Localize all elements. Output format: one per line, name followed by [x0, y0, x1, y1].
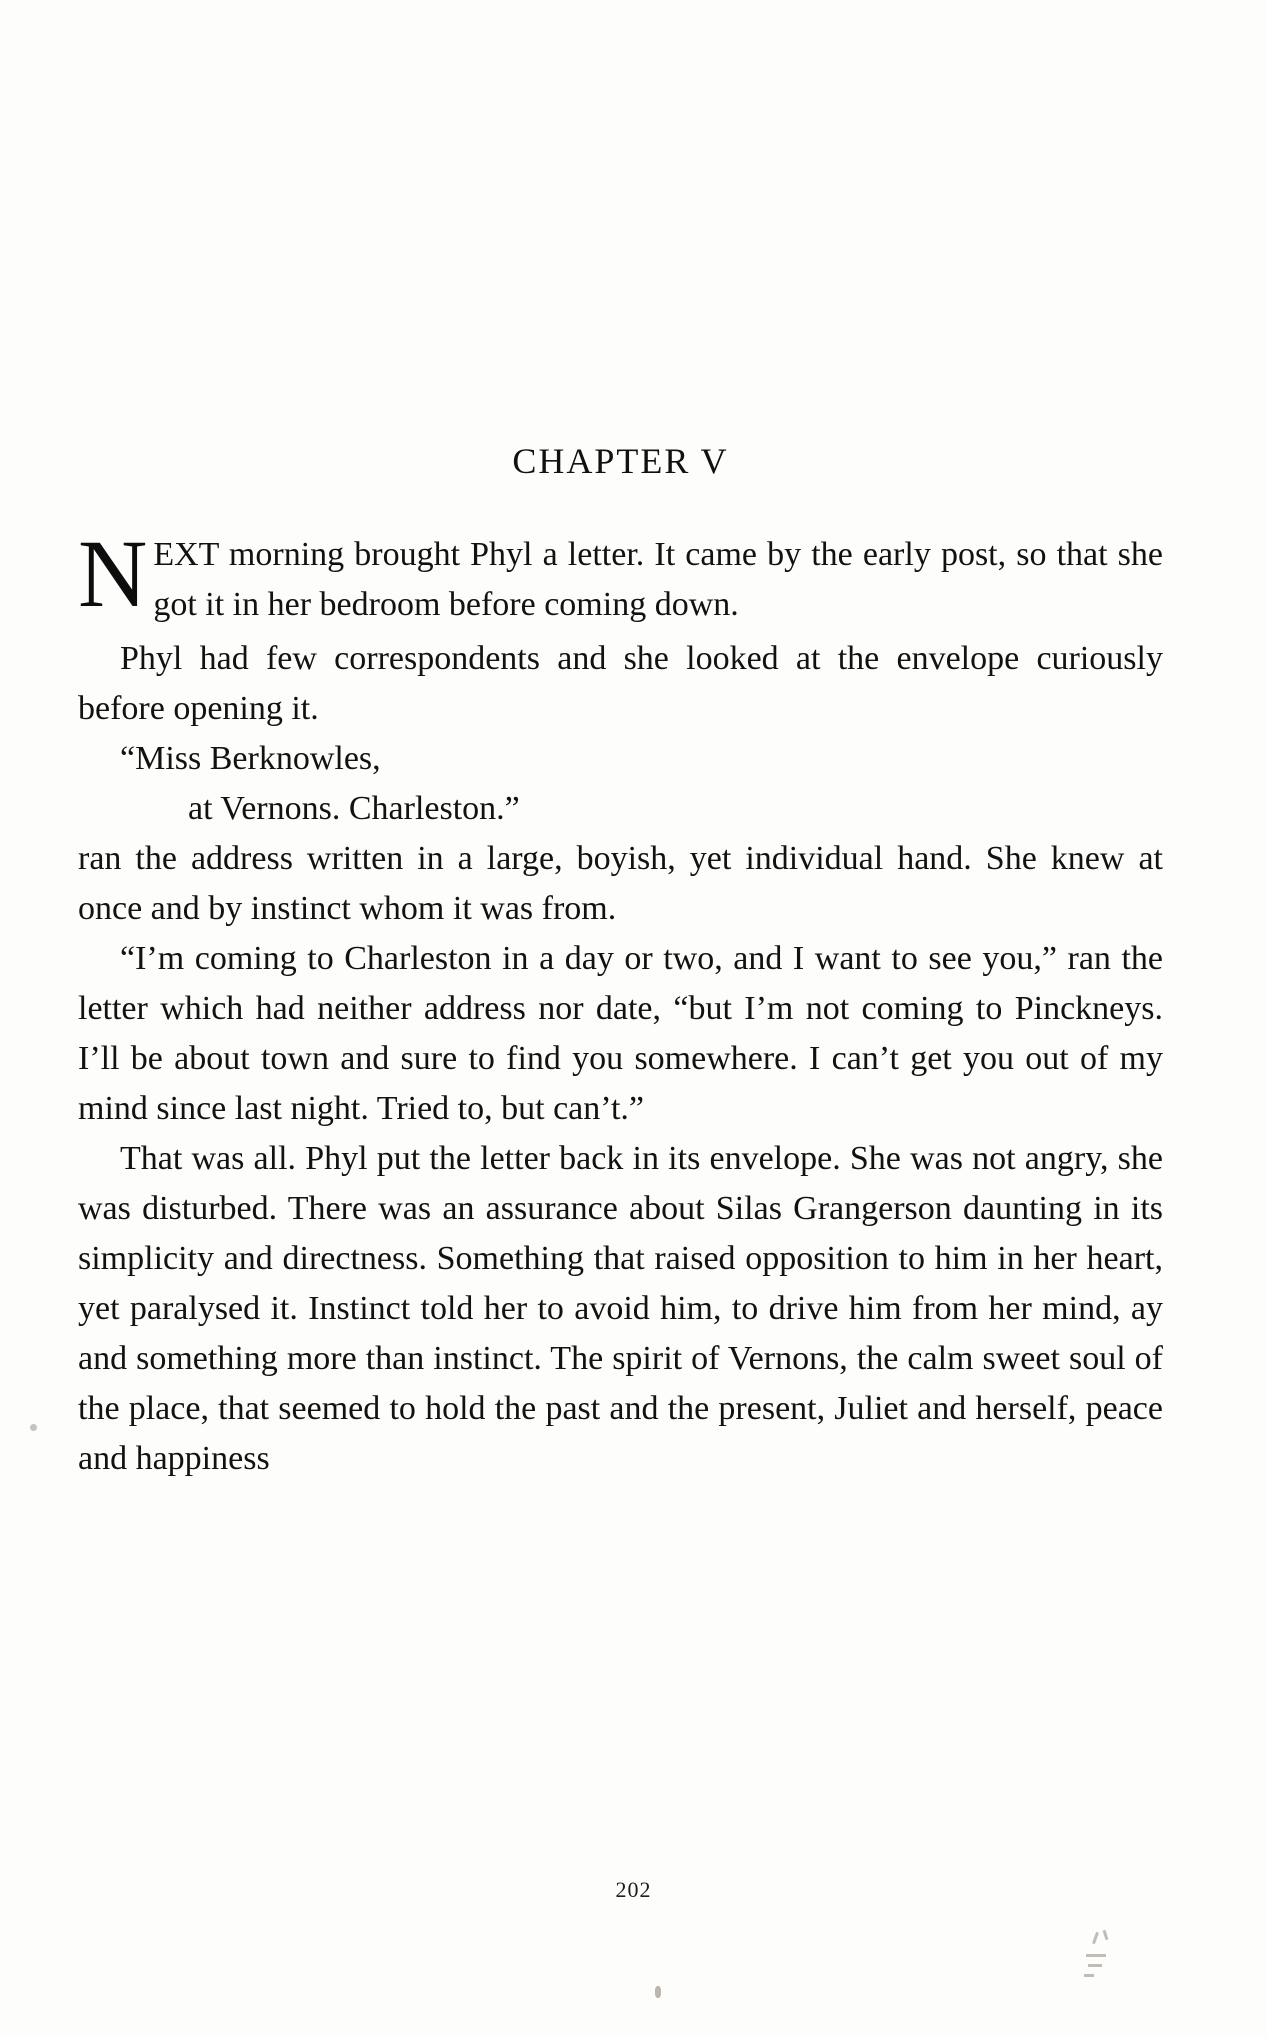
page-text-block — [78, 440, 1163, 1484]
paper-speck-left — [30, 1424, 37, 1431]
drop-cap: N — [78, 520, 148, 627]
paragraph-letter-quote: “I’m coming to Charleston in a day or two, and I want to see you,” ran the letter which had neither address nor date, “but I’m not coming to Pinckneys. I’ll be about town and sure to find you somewhere. I can’t get you out of my mind since last night. Tried to, but can’t.” — [78, 940, 1163, 1127]
paper-speck-bottom — [655, 1986, 661, 1998]
page-number: 202 — [615, 1877, 652, 1902]
chapter-heading: CHAPTER V — [512, 441, 729, 481]
paragraph-address-description: ran the address written in a large, boyish, yet individual hand. She knew at once and by instinct whom it was from. — [78, 840, 1163, 927]
paper-smudge — [1082, 1930, 1122, 1982]
address-line-one: “Miss Berknowles, — [120, 740, 381, 777]
paragraph-text: EXT morning brought Phyl a letter. It came by the early post, so that she got it in her bedroom before coming down. — [153, 536, 1163, 623]
paragraph-reflection: That was all. Phyl put the letter back in its envelope. She was not angry, she was disturbed. There was an assurance about Silas Grangerson daunting in its simplicity and directness. Something that raised opposition to him in her heart, yet paralysed it. Instinct told her to avoid him, to drive him from her mind, ay and something more than instinct. The spirit of Vernons, the calm sweet soul of the place, that seemed to hold the past and the present, Juliet and herself, peace and happiness — [78, 1140, 1163, 1477]
paragraph-opening — [78, 520, 1163, 634]
paragraph-correspondents: Phyl had few correspondents and she looked at the envelope curiously before opening it. — [78, 640, 1163, 727]
address-line-two: at Vernons. Charleston.” — [188, 790, 520, 827]
